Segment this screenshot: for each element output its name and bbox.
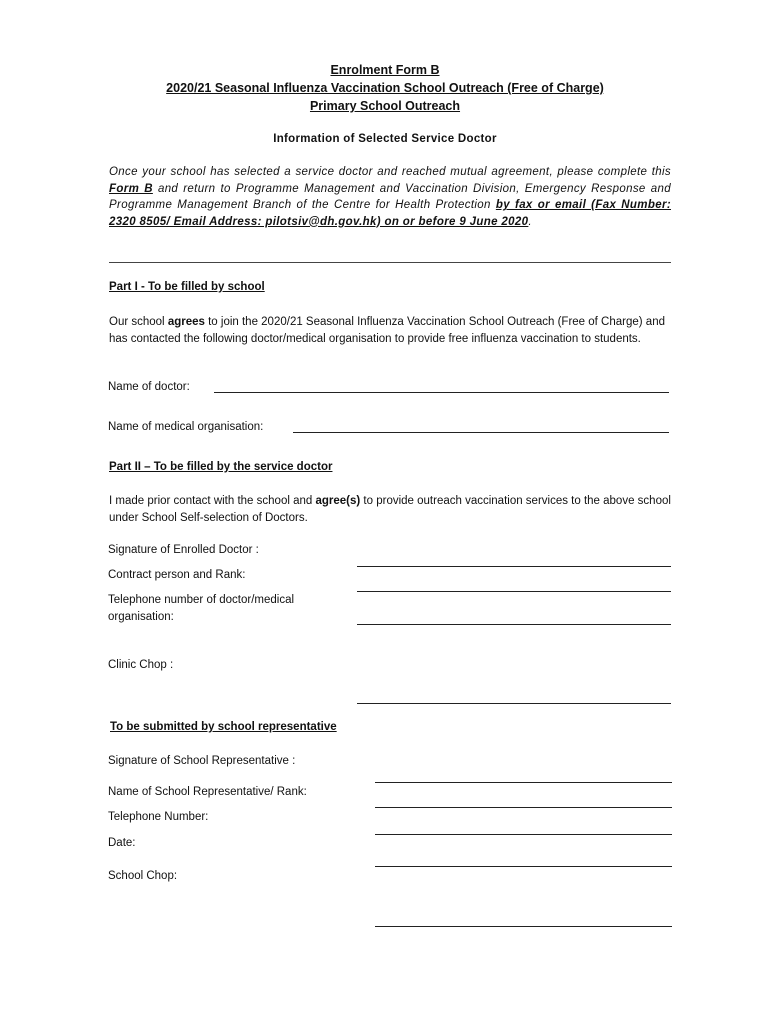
part1-text-continued: to join the 2020/21 Seasonal Influenza Vaccination School Outreach (Free of Charge) and has contacted the following doctor/medical organisation to provide free influenza vaccination to students. bbox=[109, 316, 665, 345]
part2-heading: Part II – To be filled by the service doctor bbox=[109, 461, 333, 473]
clinic-chop-label: Clinic Chop : bbox=[108, 659, 174, 671]
form-outreach-type: Primary School Outreach bbox=[309, 99, 461, 113]
part1-paragraph bbox=[109, 314, 671, 347]
part2-text-continued: to provide outreach vaccination services to the above school under School Self-selection of Doctors. bbox=[109, 495, 671, 524]
contact-person-label: Contract person and Rank: bbox=[108, 569, 246, 581]
submission-details: by fax or email (Fax Number: 2320 8505/ Email Address: pilotsiv@dh.gov.hk) on or before 9 June 2020 bbox=[109, 199, 671, 228]
organisation-name-label: Name of medical organisation: bbox=[108, 421, 264, 433]
part1-text: Our school bbox=[109, 316, 168, 328]
organisation-name-input[interactable] bbox=[293, 415, 669, 431]
part2-text: I made prior contact with the school and bbox=[109, 495, 316, 507]
doctor-signature-line[interactable] bbox=[357, 566, 671, 567]
date-label: Date: bbox=[108, 837, 136, 849]
form-title: Enrolment Form B bbox=[330, 63, 440, 77]
rep-name-line[interactable] bbox=[375, 807, 672, 808]
school-chop-line[interactable] bbox=[375, 926, 672, 927]
agrees-emphasis: agrees bbox=[167, 316, 205, 328]
agree-emphasis: agree(s) bbox=[315, 495, 361, 507]
contact-person-line[interactable] bbox=[357, 591, 671, 592]
section-title: Information of Selected Service Doctor bbox=[273, 133, 497, 145]
intro-text: Once your school has selected a service doctor and reached mutual agreement, please complete this bbox=[109, 166, 671, 178]
rep-name-label: Name of School Representative/ Rank: bbox=[108, 786, 307, 798]
doctor-signature-label: Signature of Enrolled Doctor : bbox=[108, 544, 259, 556]
intro-paragraph bbox=[109, 164, 671, 230]
intro-text-continued: and return to Programme Management and Vaccination Division, Emergency Response and Programme Management Branch of the Centre for Health Protection bbox=[109, 182, 671, 211]
doctor-telephone-line[interactable] bbox=[357, 624, 671, 625]
divider bbox=[109, 262, 671, 263]
doctor-name-line bbox=[214, 392, 669, 393]
part2-paragraph bbox=[109, 493, 671, 526]
doctor-name-input[interactable] bbox=[214, 375, 669, 391]
organisation-name-line bbox=[293, 432, 669, 433]
school-chop-label: School Chop: bbox=[108, 870, 178, 882]
date-line[interactable] bbox=[375, 866, 672, 867]
intro-text-end: . bbox=[528, 215, 532, 228]
school-rep-heading: To be submitted by school representative bbox=[110, 721, 337, 733]
clinic-chop-line[interactable] bbox=[357, 703, 671, 704]
rep-signature-label: Signature of School Representative : bbox=[108, 755, 296, 767]
part1-heading: Part I - To be filled by school bbox=[109, 281, 265, 293]
form-subtitle: 2020/21 Seasonal Influenza Vaccination School Outreach (Free of Charge) bbox=[166, 81, 604, 95]
rep-telephone-label: Telephone Number: bbox=[108, 811, 209, 823]
doctor-telephone-label: Telephone number of doctor/medical organisation: bbox=[108, 594, 295, 623]
rep-telephone-line[interactable] bbox=[375, 834, 672, 835]
form-reference: Form B bbox=[109, 182, 153, 195]
doctor-name-label: Name of doctor: bbox=[108, 381, 190, 393]
rep-signature-line[interactable] bbox=[375, 782, 672, 783]
